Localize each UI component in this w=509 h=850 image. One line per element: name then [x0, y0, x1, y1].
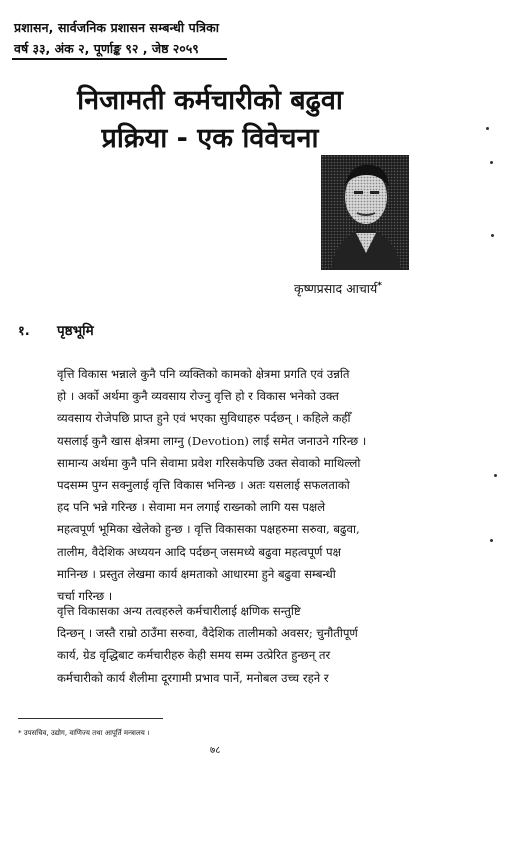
author-name	[294, 280, 382, 297]
title-line-1: निजामती कर्मचारीको बढुवा	[77, 85, 343, 116]
author-name-text: कृष्णप्रसाद आचार्य	[294, 281, 378, 296]
paragraph-line: हद पनि भन्ने गरिन्छ । सेवामा मन लगाई राख्नको लागि यस पक्षले	[57, 500, 326, 515]
author-footnote-mark: *	[377, 280, 382, 291]
paragraph-line: सामान्य अर्थमा कुनै पनि सेवामा प्रवेश गरिसकेपछि उक्त सेवाको माथिल्लो	[57, 455, 361, 470]
paragraph-line: तालीम, वैदेशिक अध्ययन आदि पर्दछन् जसमध्ये बढुवा महत्वपूर्ण पक्ष	[57, 544, 341, 559]
paragraph-line: कर्मचारीको कार्य शैलीमा दूरगामी प्रभाव पार्ने, मनोबल उच्च रहने र	[57, 670, 329, 685]
header-rule	[12, 58, 227, 60]
section-number: १.	[18, 324, 30, 339]
author-photo	[321, 155, 409, 270]
author-portrait-image	[321, 155, 409, 270]
scan-speck	[494, 474, 497, 477]
paragraph-line: पदसम्म पुग्न सक्नुलाई वृत्ति विकास भनिन्छ । अतः यसलाई सफलताको	[57, 478, 350, 493]
paragraph-line: मानिन्छ । प्रस्तुत लेखमा कार्य क्षमताको आधारमा हुने बढुवा सम्बन्धी	[57, 566, 336, 581]
issue-line: वर्ष ३३, अंक २, पूर्णाङ्क ९२ , जेष्ठ २०५९	[14, 41, 199, 56]
title-line-2: प्रक्रिया - एक विवेचना	[101, 123, 319, 154]
paragraph-line: वृत्ति विकास भन्नाले कुनै पनि व्यक्तिको कामको क्षेत्रमा प्रगति एवं उन्नति	[57, 367, 350, 381]
paragraph-2	[57, 600, 442, 689]
paragraph-line: महत्वपूर्ण भूमिका खेलेको हुन्छ । वृत्ति विकासका पक्षहरुमा सरुवा, बढुवा,	[57, 522, 360, 537]
article-title	[50, 82, 370, 158]
scan-speck	[491, 234, 494, 237]
scan-speck	[486, 127, 489, 130]
footnote: * उपसचिव, उद्योग, वाणिज्य तथा आपूर्ति मन्त्रालय ।	[18, 729, 150, 737]
paragraph-line: वृत्ति विकासका अन्य तत्वहरुले कर्मचारीलाई क्षणिक सन्तुष्टि	[57, 604, 301, 618]
paragraph-line: चर्चा गरिन्छ ।	[57, 589, 113, 604]
paragraph-line: व्यवसाय रोजेपछि प्राप्त हुने एवं भएका सुविधाहरु पर्दछन् । कहिले कहीँ	[57, 411, 351, 426]
paragraph-1	[57, 363, 442, 607]
section-title: पृष्ठभूमि	[57, 323, 94, 339]
page-number: ७८	[210, 745, 221, 756]
paragraph-line: दिन्छन् । जस्तै राम्रो ठाउँमा सरुवा, वैदेशिक तालीमको अवसर; चुनौतीपूर्ण	[57, 626, 358, 641]
journal-header: प्रशासन, सार्वजनिक प्रशासन सम्बन्धी पत्रिका	[14, 20, 220, 35]
paragraph-line: यसलाई कुनै खास क्षेत्रमा लाग्नु (Devotion) लाई समेत जनाउने गरिन्छ ।	[57, 433, 367, 448]
footnote-rule	[18, 718, 163, 719]
paragraph-line: कार्य, ग्रेड वृद्धिबाट कर्मचारीहरु केही समय सम्म उत्प्रेरित हुन्छन् तर	[57, 648, 331, 663]
scan-speck	[490, 539, 493, 542]
paragraph-line: हो । अर्को अर्थमा कुनै व्यवसाय रोज्नु वृत्ति हो र विकास भनेको उक्त	[57, 389, 339, 404]
scan-speck	[490, 161, 493, 164]
